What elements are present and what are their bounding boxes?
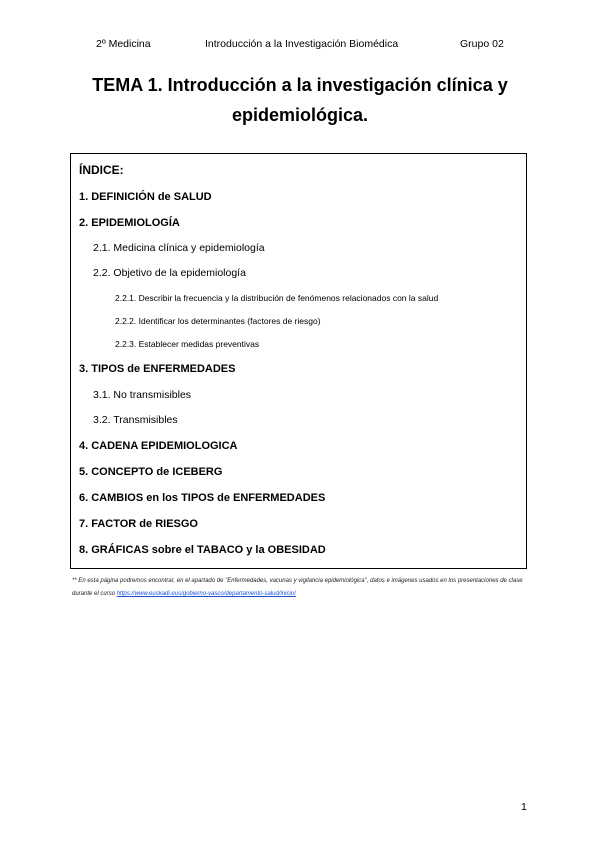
index-item: 3. TIPOS de ENFERMEDADES (79, 363, 236, 375)
index-item: 2. EPIDEMIOLOGÍA (79, 217, 180, 229)
index-item: 1. DEFINICIÓN de SALUD (79, 191, 212, 203)
footnote (72, 575, 532, 601)
index-item: 2.1. Medicina clínica y epidemiología (93, 242, 265, 254)
index-item: 2.2.2. Identificar los determinantes (factores de riesgo) (115, 316, 321, 326)
index-item: 8. GRÁFICAS sobre el TABACO y la OBESIDAD (79, 544, 326, 556)
footnote-text: ** En esta página podremos encontrar, en el apartado de "Enfermedades, vacunas y vigilancia epidemiológica", datos e imágenes usados en los presentaciones de clase durante el curso (72, 578, 523, 597)
header-group: Grupo 02 (460, 38, 504, 50)
index-box (70, 153, 527, 569)
index-heading: ÍNDICE: (79, 163, 124, 177)
index-item: 4. CADENA EPIDEMIOLOGICA (79, 440, 238, 452)
header-course: 2º Medicina (96, 38, 151, 50)
page-title (60, 70, 540, 130)
title-line-2: epidemiológica. (231, 105, 369, 125)
index-item: 2.2.1. Describir la frecuencia y la distribución de fenómenos relacionados con la salud (115, 293, 439, 303)
footnote-link[interactable]: https://www.euskadi.eus/gobierno-vasco/departamento-salud/inicio/ (116, 591, 296, 597)
index-item: 3.1. No transmisibles (93, 389, 192, 401)
header-subject: Introducción a la Investigación Biomédica (205, 38, 399, 50)
index-item: 2.2.3. Establecer medidas preventivas (115, 339, 260, 349)
page-number: 1 (521, 801, 527, 813)
index-item: 7. FACTOR de RIESGO (79, 518, 198, 530)
index-item: 5. CONCEPTO de ICEBERG (79, 466, 223, 478)
title-line-1: TEMA 1. Introducción a la investigación clínica y (92, 75, 508, 95)
index-item: 6. CAMBIOS en los TIPOS de ENFERMEDADES (79, 492, 326, 504)
index-item: 3.2. Transmisibles (93, 414, 178, 426)
index-item: 2.2. Objetivo de la epidemiología (93, 267, 246, 279)
